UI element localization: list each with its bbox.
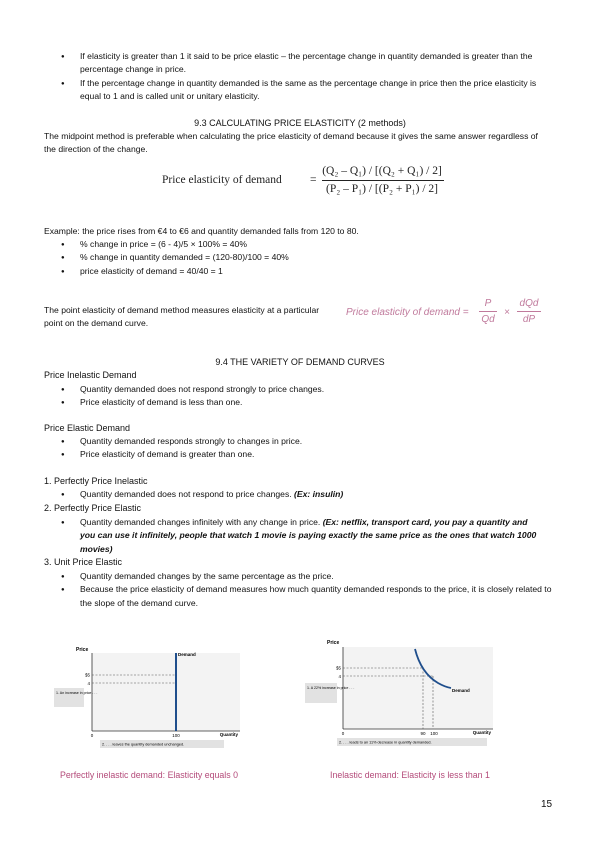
list-item: ● If elasticity is greater than 1 it said to be price elastic – the percentage change in quantity demanded is greater than the percentage change in price.: [80, 50, 542, 77]
graph1-note-bottom: 2. . . . leaves the quantity demanded unchanged.: [102, 742, 185, 747]
graph1-caption: Perfectly inelastic demand: Elasticity equals 0: [60, 770, 238, 780]
graph1-tick-low: 4: [87, 681, 90, 686]
graph2-note-bottom: 2. . . . leads to an 11% decrease in quantity demanded.: [339, 740, 432, 745]
formula-denominator: (P₂ – P₁) / [(P₂ + P₁) / 2]: [326, 183, 438, 195]
example-intro: Example: the price rises from €4 to €6 and quantity demanded falls from 120 to 80.: [44, 226, 359, 236]
list-item: ● Quantity demanded responds strongly to changes in price.: [80, 435, 545, 448]
graph1-zero: 0: [90, 733, 94, 738]
point-formula-label: Price elasticity of demand =: [346, 307, 469, 318]
list-item: ● % change in price = (6 - 4)/5 × 100% = 40%: [80, 238, 289, 251]
graph2-demand-label: Demand: [452, 688, 470, 693]
elastic-list: [80, 435, 545, 462]
graph1-plot-area: [92, 653, 240, 731]
perfectly-inelastic-graph: [50, 645, 250, 750]
list-item: ● % change in quantity demanded = (120-80)/100 = 40%: [80, 251, 289, 264]
graph2-caption: Inelastic demand: Elasticity is less than 1: [330, 770, 490, 780]
point-elasticity-text: The point elasticity of demand method measures elasticity at a particular point on the demand curve.: [44, 305, 320, 329]
top-bullet-list: [80, 50, 542, 103]
page-number: 15: [541, 799, 553, 810]
midpoint-paragraph: The midpoint method is preferable when calculating the price elasticity of demand because it gives the same answer regardless of the direction of the change.: [44, 131, 538, 155]
item-text: Quantity demanded changes infinitely with any change in price.: [80, 517, 321, 527]
graph1-tick-high: $5: [84, 672, 90, 678]
graph1-qty-label: Quantity: [219, 732, 238, 737]
graph2-qty-tick-b: 100: [430, 731, 438, 736]
unit-elastic-title: 3. Unit Price Elastic: [44, 557, 123, 567]
list-item: ● Because the price elasticity of demand measures how much quantity demanded responds to the price, it is closely related to the slope of the demand curve.: [80, 583, 552, 610]
list-item: ● Price elasticity of demand is less than one.: [80, 396, 545, 409]
example-list: [80, 238, 289, 278]
graph2-note-left: 1. A 22% increase in price . . .: [307, 686, 355, 690]
inelastic-list: [80, 383, 545, 410]
list-item: ● Price elasticity of demand is greater than one.: [80, 448, 545, 461]
graph1-qty-tick: 100: [172, 733, 180, 738]
example-text: (Ex: insulin): [294, 489, 344, 499]
inelastic-title: Price Inelastic Demand: [44, 370, 137, 380]
point-formula-qd: Qd: [481, 314, 495, 325]
list-item: [80, 516, 545, 556]
perfect-elastic-list: [80, 516, 545, 556]
midpoint-formula: [162, 163, 462, 199]
graph2-qty-tick-a: 90: [420, 731, 426, 736]
list-item: ● Quantity demanded does not respond strongly to price changes.: [80, 383, 545, 396]
formula-numerator: (Q₂ – Q₁) / [(Q₂ + Q₁) / 2]: [322, 165, 442, 177]
graph1-demand-label: Demand: [178, 652, 196, 657]
item-text: Quantity demanded does not respond to price changes.: [80, 489, 292, 499]
point-formula-times: ×: [504, 307, 510, 318]
graph2-tick-low: 4: [338, 674, 341, 679]
list-item: ● price elasticity of demand = 40/40 = 1: [80, 265, 289, 278]
section-heading-9-3: 9.3 CALCULATING PRICE ELASTICITY (2 methods): [194, 118, 406, 128]
example-text: (Ex: netflix, transport card, you pay a quantity and you can use it infinitely, people that watch 1 movie is paying exactly the same price as the ones that watch 1000 movies): [80, 517, 537, 554]
list-item: ● Quantity demanded changes by the same percentage as the price.: [80, 570, 552, 583]
list-item: [80, 488, 545, 501]
section-heading-9-4: 9.4 THE VARIETY OF DEMAND CURVES: [215, 357, 385, 367]
list-item: ● If the percentage change in quantity demanded is the same as the percentage change in price then the price elasticity is equal to 1 and is called unit or unitary elasticity.: [80, 77, 542, 104]
point-formula-dqd: dQd: [519, 298, 539, 309]
point-formula-p: P: [484, 298, 492, 309]
perfect-elastic-title: 2. Perfectly Price Elastic: [44, 503, 142, 513]
graph2-tick-high: $5: [335, 665, 341, 671]
elastic-title: Price Elastic Demand: [44, 423, 131, 433]
perfect-inelastic-title: 1. Perfectly Price Inelastic: [44, 476, 148, 486]
point-elasticity-formula: [346, 296, 546, 328]
inelastic-graph: [303, 637, 503, 749]
perfect-inelastic-list: [80, 488, 545, 501]
formula-equals: =: [310, 174, 317, 186]
unit-elastic-list: [80, 570, 552, 610]
graph1-note-left: 1. An increase in price . . .: [56, 691, 98, 695]
graph2-price-label: Price: [327, 640, 340, 646]
graph1-price-label: Price: [76, 647, 89, 653]
point-formula-dp: dP: [522, 314, 536, 325]
formula-label: Price elasticity of demand: [162, 174, 282, 186]
graph2-qty-label: Quantity: [472, 730, 491, 735]
graph2-zero: 0: [341, 731, 345, 736]
